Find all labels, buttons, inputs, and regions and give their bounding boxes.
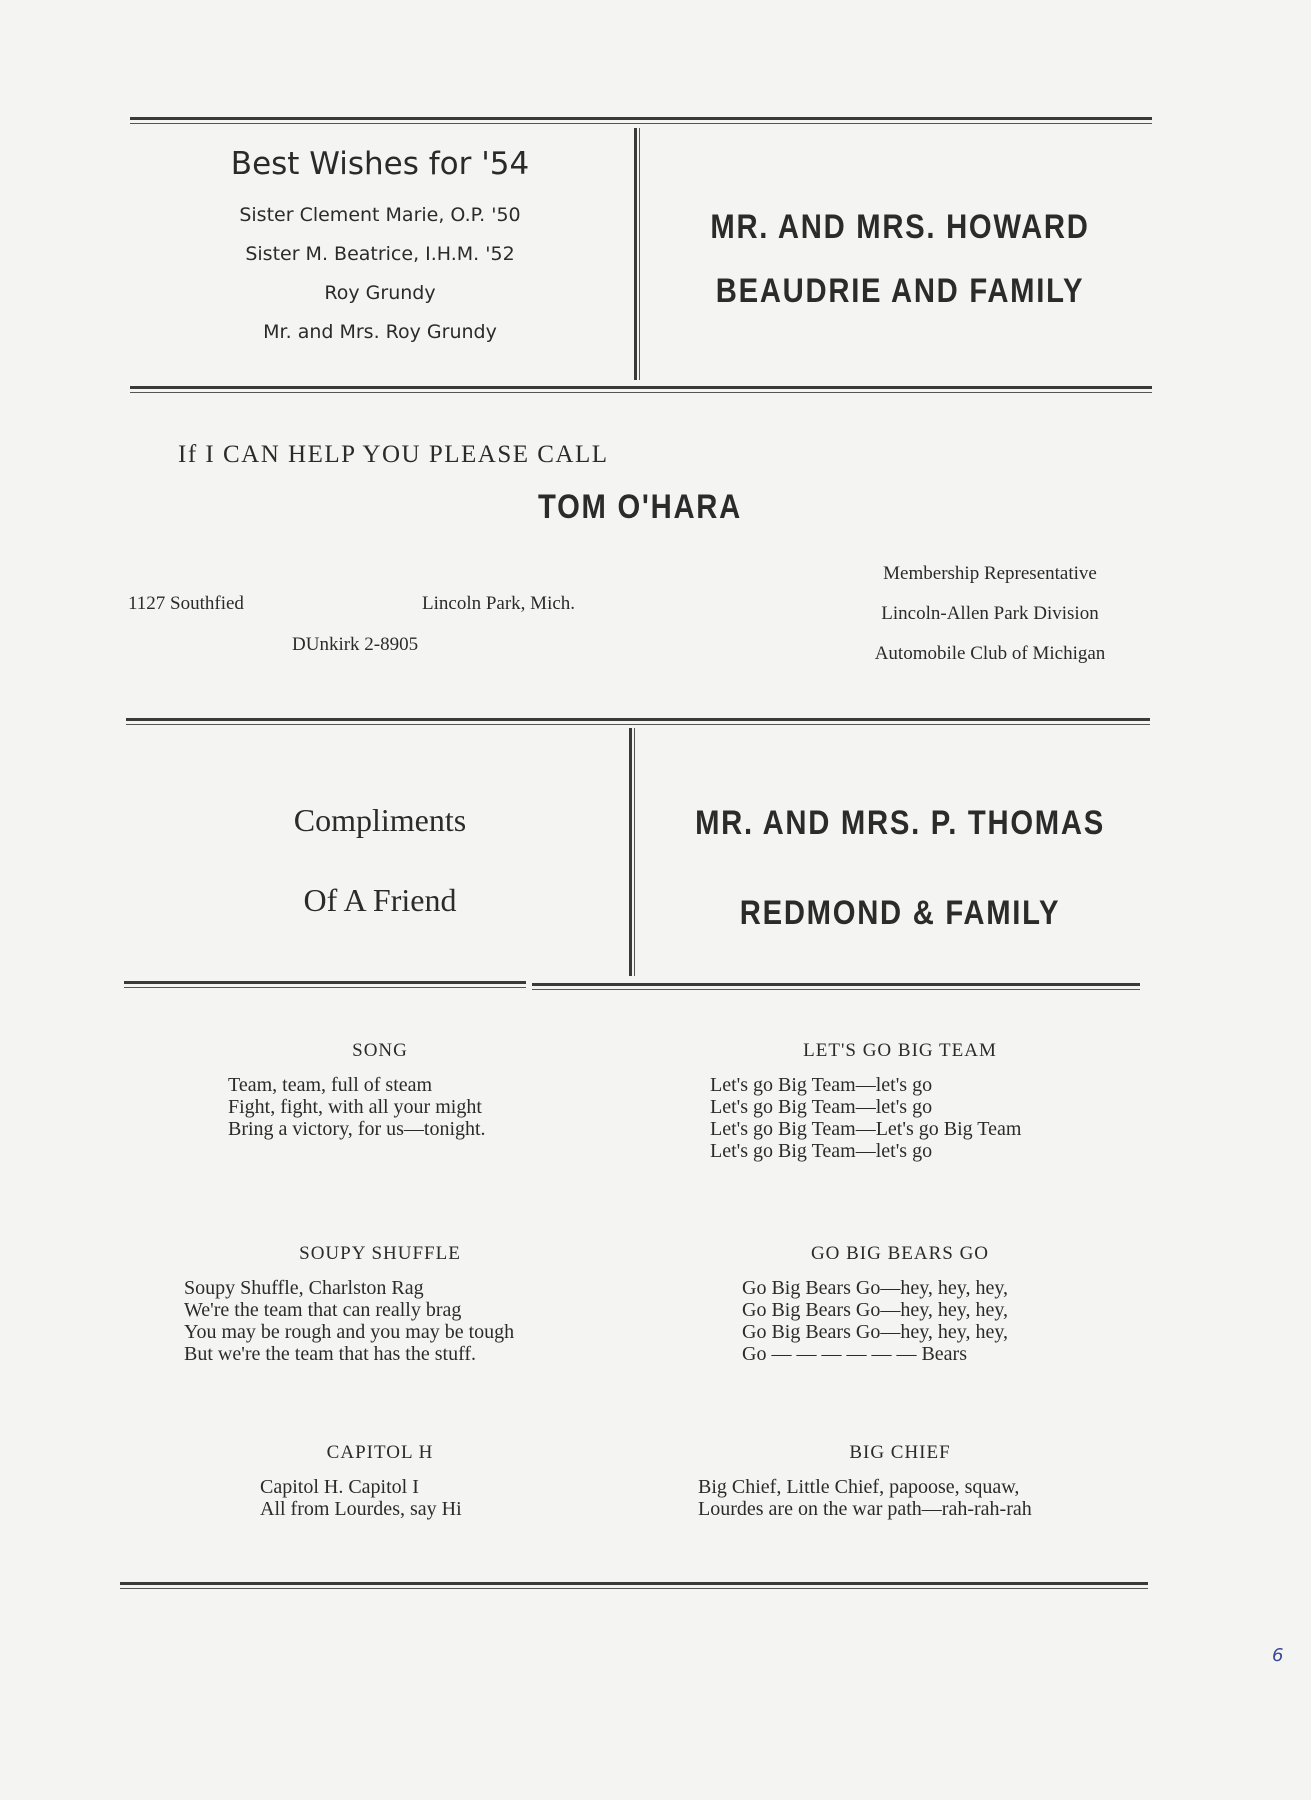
top-bottom-rule — [130, 386, 1152, 389]
song-title: SOUPY SHUFFLE — [299, 1243, 461, 1264]
song-block — [180, 1243, 580, 1365]
beaudrie-ad — [660, 195, 1140, 323]
middle-bottom-rule-left — [124, 981, 526, 984]
redmond-line2: REDMOND & FAMILY — [739, 894, 1061, 932]
middle-bottom-rule-right — [532, 983, 1140, 986]
song-line: Lourdes are on the war path—rah-rah-rah — [698, 1498, 1032, 1520]
song-line: We're the team that can really brag — [184, 1299, 462, 1321]
best-wishes-name: Sister Clement Marie, O.P. '50 — [239, 204, 521, 226]
song-line: Let's go Big Team—let's go — [710, 1074, 933, 1096]
song-title: SONG — [352, 1040, 408, 1061]
song-block — [180, 1442, 580, 1520]
redmond-ad — [655, 778, 1145, 958]
beaudrie-line2: BEAUDRIE AND FAMILY — [715, 272, 1085, 310]
ohara-name: TOM O'HARA — [538, 488, 742, 526]
best-wishes-name: Mr. and Mrs. Roy Grundy — [263, 321, 497, 343]
song-line: You may be rough and you may be tough — [184, 1321, 515, 1343]
song-block — [690, 1442, 1110, 1520]
song-line: Bring a victory, for us—tonight. — [228, 1118, 486, 1140]
middle-divider — [629, 728, 632, 976]
song-line: Let's go Big Team—Let's go Big Team — [710, 1118, 1022, 1140]
song-line: Let's go Big Team—let's go — [710, 1096, 933, 1118]
beaudrie-line1: MR. AND MRS. HOWARD — [710, 208, 1090, 246]
song-block — [180, 1040, 580, 1140]
song-line: Let's go Big Team—let's go — [710, 1140, 933, 1162]
bottom-rule — [120, 1582, 1148, 1585]
song-line: Soupy Shuffle, Charlston Rag — [184, 1277, 424, 1299]
best-wishes-name: Roy Grundy — [324, 282, 436, 304]
best-wishes-title: Best Wishes for '54 — [230, 146, 530, 182]
song-title: CAPITOL H — [326, 1442, 434, 1463]
song-line: Go — — — — — — Bears — [742, 1343, 967, 1365]
middle-rule — [126, 718, 1150, 721]
song-line: Capitol H. Capitol I — [260, 1476, 419, 1498]
best-wishes-ad — [150, 146, 610, 352]
page-number: 6 — [1272, 1645, 1284, 1666]
ohara-tagline: If I CAN HELP YOU PLEASE CALL — [178, 441, 609, 468]
song-title: LET'S GO BIG TEAM — [803, 1040, 997, 1061]
song-line: All from Lourdes, say Hi — [260, 1498, 462, 1520]
ohara-address: 1127 Southfied — [128, 593, 244, 614]
ohara-titles — [830, 554, 1150, 674]
song-line: Go Big Bears Go—hey, hey, hey, — [742, 1321, 1009, 1343]
song-line: Team, team, full of steam — [228, 1074, 433, 1096]
ohara-title-line: Lincoln-Allen Park Division — [881, 603, 1099, 624]
best-wishes-name: Sister M. Beatrice, I.H.M. '52 — [245, 243, 515, 265]
ohara-phone: DUnkirk 2-8905 — [292, 634, 419, 655]
top-rule — [130, 117, 1152, 120]
song-block — [690, 1040, 1110, 1162]
song-title: BIG CHIEF — [849, 1442, 951, 1463]
song-line: Go Big Bears Go—hey, hey, hey, — [742, 1299, 1009, 1321]
friend-ad — [150, 780, 610, 940]
top-divider — [634, 128, 637, 380]
ohara-title-line: Membership Representative — [883, 563, 1097, 584]
song-block — [690, 1243, 1110, 1365]
ohara-name-wrap — [450, 488, 830, 527]
song-title: GO BIG BEARS GO — [810, 1243, 990, 1264]
redmond-line1: MR. AND MRS. P. THOMAS — [695, 804, 1105, 842]
friend-line2: Of A Friend — [303, 882, 457, 918]
ohara-title-line: Automobile Club of Michigan — [874, 643, 1106, 664]
friend-line1: Compliments — [293, 802, 467, 838]
ohara-city: Lincoln Park, Mich. — [422, 593, 576, 614]
song-line: But we're the team that has the stuff. — [184, 1343, 477, 1365]
song-line: Big Chief, Little Chief, papoose, squaw, — [698, 1476, 1020, 1498]
song-line: Fight, fight, with all your might — [228, 1096, 482, 1118]
song-line: Go Big Bears Go—hey, hey, hey, — [742, 1277, 1009, 1299]
